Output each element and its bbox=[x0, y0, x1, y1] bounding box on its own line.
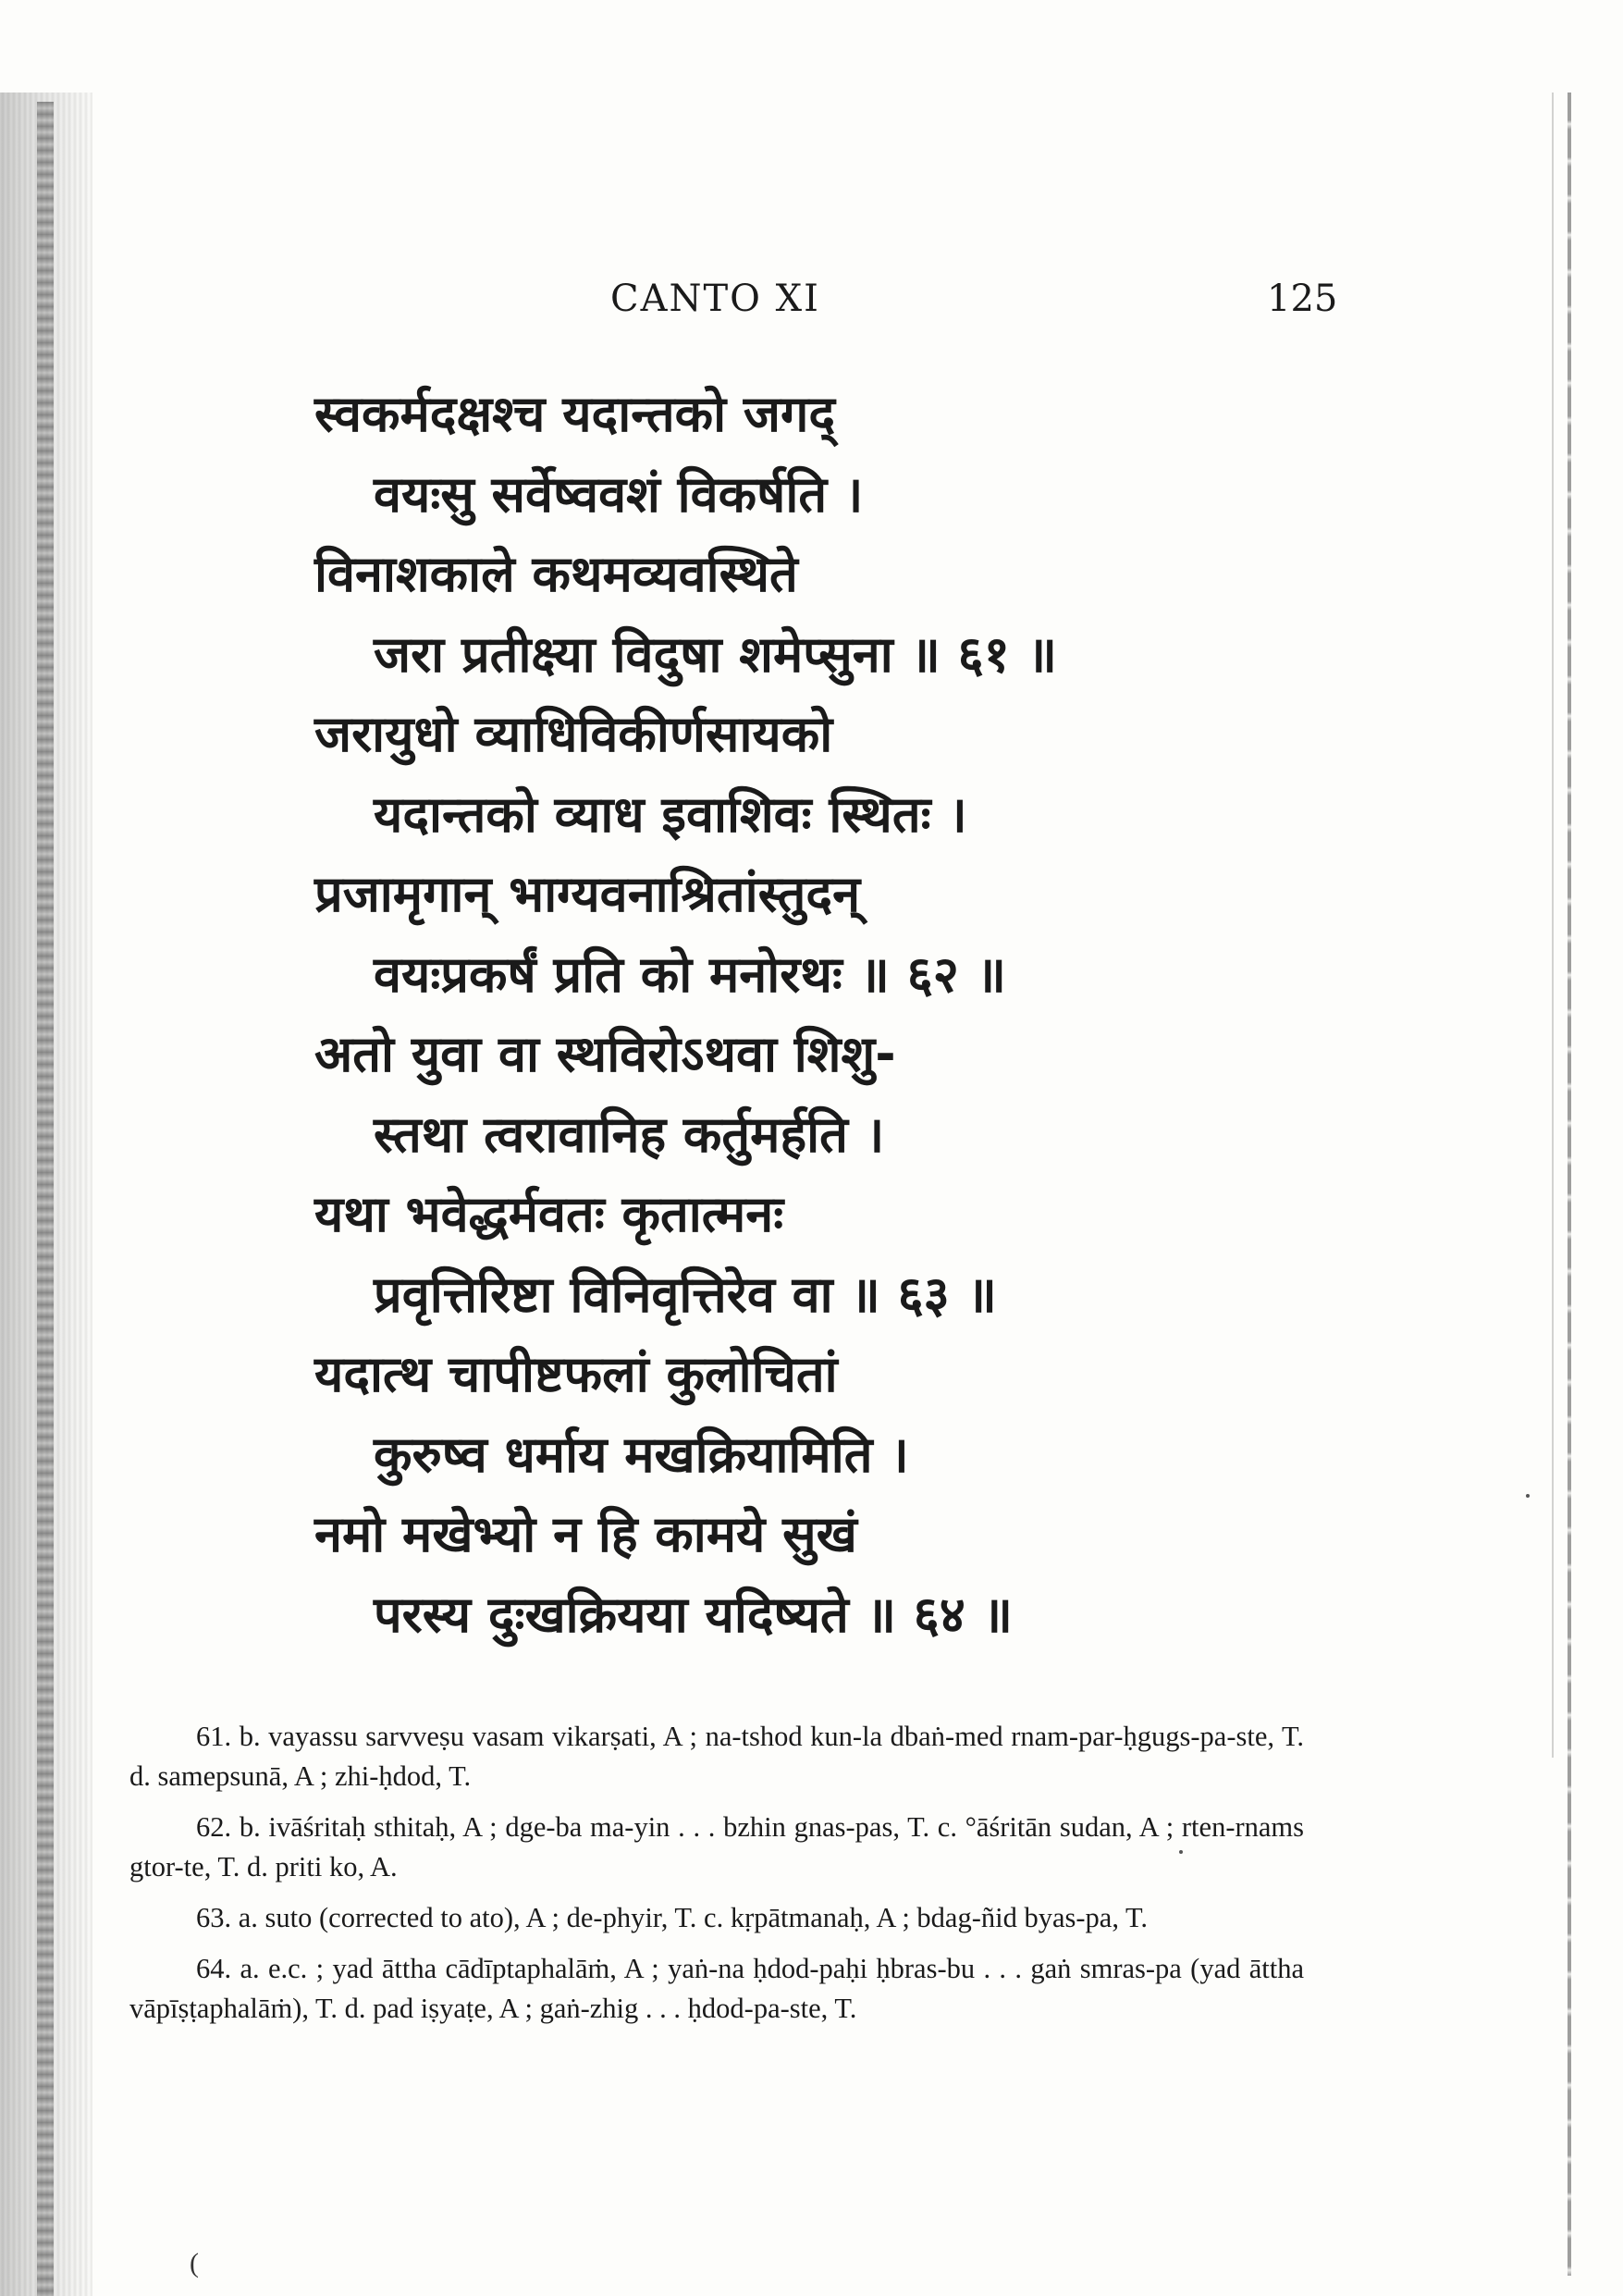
page-number: 125 bbox=[1267, 278, 1338, 320]
page-edge-inner bbox=[1552, 93, 1554, 1758]
verse-line: स्तथा त्वरावानिह कर्तुमर्हति । bbox=[374, 1105, 885, 1164]
footnote bbox=[129, 1808, 1304, 1887]
verse-line: वयःसु सर्वेष्ववशं विकर्षति । bbox=[374, 464, 864, 524]
footnote-number: 61. bbox=[196, 1721, 232, 1752]
footnote bbox=[129, 1717, 1304, 1796]
footnote-number: 64. bbox=[196, 1953, 232, 1984]
verse-line: जरायुधो व्याधिविकीर्णसायको bbox=[314, 705, 833, 763]
sanskrit-verses bbox=[314, 375, 1480, 1655]
footnote-text: a. e.c. ; yad āttha cādīptaphalāṁ, A ; yaṅ-na ḥdod-paḥi ḥbras-bu . . . gaṅ smras-pa (yad āttha vāpīṣṭaphalāṁ), T. d. pad iṣyaṭe, A ; gaṅ-zhig . . . ḥdod-pa-ste, T. bbox=[129, 1953, 1304, 2024]
footnote-text: b. ivāśritaḥ sthitaḥ, A ; dge-ba ma-yin . . . bzhin gnas-pas, T. c. °āśritān sudan, A ; rten-rnams gtor-te, T. d. priti ko, A. bbox=[129, 1811, 1305, 1882]
stray-mark: ( bbox=[190, 2248, 199, 2278]
footnote-text: a. suto (corrected to ato), A ; de-phyir, T. c. kṛpātmanaḥ, A ; bdag-ñid byas-pa, T. bbox=[238, 1902, 1149, 1933]
verse-line: जरा प्रतीक्ष्या विदुषा शमेप्सुना ॥ ६१ ॥ bbox=[374, 624, 1057, 684]
verse-line: प्रजामृगान् भाग्यवनाश्रितांस्तुदन् bbox=[314, 865, 861, 923]
verse-line: यदात्थ चापीष्टफलां कुलोचितां bbox=[314, 1345, 838, 1403]
running-title: CANTO XI bbox=[610, 278, 820, 320]
footnote bbox=[129, 1898, 1304, 1938]
footnote-number: 62. bbox=[196, 1811, 232, 1843]
footnotes bbox=[129, 1717, 1304, 2040]
page-edge-right bbox=[1568, 93, 1571, 2276]
verse-line: स्वकर्मदक्षश्च यदान्तको जगद् bbox=[314, 385, 836, 443]
verse-line: यदान्तको व्याध इवाशिवः स्थितः । bbox=[374, 784, 967, 844]
verse-line: वयःप्रकर्षं प्रति को मनोरथः ॥ ६२ ॥ bbox=[374, 944, 1007, 1004]
verse-line: प्रवृत्तिरिष्टा विनिवृत्तिरेव वा ॥ ६३ ॥ bbox=[374, 1265, 997, 1324]
footnote-number: 63. bbox=[196, 1902, 232, 1933]
running-head bbox=[0, 278, 1623, 324]
footnote-text: b. vayassu sarvveṣu vasam vikarṣati, A ; na-tshod kun-la dbaṅ-med rnam-par-ḥgugs-pa-ste, T. d. samepsunā, A ; zhi-ḥdod, T. bbox=[129, 1721, 1304, 1792]
scan-speck bbox=[1179, 1850, 1183, 1854]
verse-line: कुरुष्व धर्माय मखक्रियामिति । bbox=[374, 1425, 909, 1484]
verse-line: विनाशकाले कथमव्यवस्थिते bbox=[314, 545, 798, 603]
footnote bbox=[129, 1949, 1304, 2029]
binding-edge bbox=[37, 102, 54, 2296]
verse-line: यथा भवेद्धर्मवतः कृतात्मनः bbox=[314, 1185, 784, 1243]
verse-line: अतो युवा वा स्थविरोऽथवा शिशु- bbox=[314, 1025, 896, 1083]
verse-line: नमो मखेभ्यो न हि कामये सुखं bbox=[314, 1505, 857, 1563]
scan-speck bbox=[1526, 1494, 1530, 1498]
verse-line: परस्य दुःखक्रियया यदिष्यते ॥ ६४ ॥ bbox=[374, 1585, 1014, 1644]
